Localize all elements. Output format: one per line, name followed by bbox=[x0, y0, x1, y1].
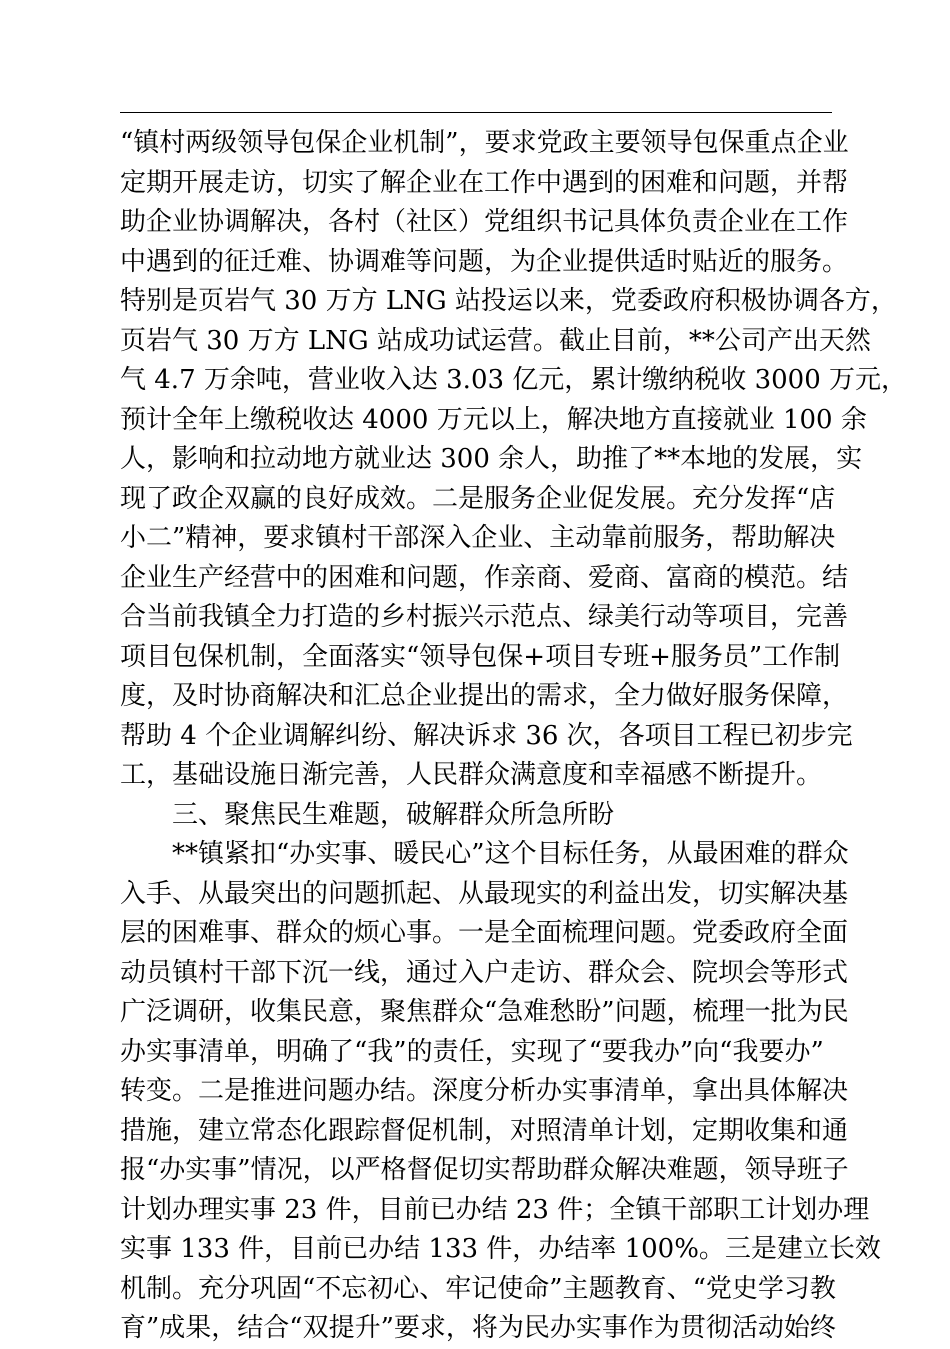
text-line: 计划办理实事 23 件，目前已办结 23 件；全镇干部职工计划办理 bbox=[120, 1194, 870, 1225]
text-line: 项目包保机制，全面落实“领导包保+项目专班+服务员”工作制 bbox=[120, 641, 841, 672]
text-line: 广泛调研，收集民意，聚焦群众“急难愁盼”问题，梳理一批为民 bbox=[120, 997, 849, 1027]
text-line: 育”成果，结合“双提升”要求，将为民办实事作为贯彻活动始终 bbox=[120, 1313, 836, 1343]
text-line: 小二”精神，要求镇村干部深入企业、主动靠前服务，帮助解决 bbox=[120, 523, 836, 553]
header-rule bbox=[120, 112, 832, 113]
text-line: 机制。充分巩固“不忘初心、牢记使命”主题教育、“党史学习教 bbox=[120, 1273, 836, 1304]
text-line: 帮助 4 个企业调解纠纷、解决诉求 36 次，各项目工程已初步完 bbox=[120, 720, 853, 751]
text-line: 报“办实事”情况，以严格督促切实帮助群众解决难题，领导班子 bbox=[120, 1155, 849, 1185]
text-line: 动员镇村干部下沉一线，通过入户走访、群众会、院坝会等形式 bbox=[120, 957, 849, 988]
section-heading: 三、聚焦民生难题，破解群众所急所盼 bbox=[172, 799, 615, 830]
text-line: 气 4.7 万余吨，营业收入达 3.03 亿元，累计缴纳税收 3000 万元， bbox=[120, 365, 907, 395]
text-line: 定期开展走访，切实了解企业在工作中遇到的困难和问题，并帮 bbox=[120, 167, 849, 198]
text-line: 度，及时协商解决和汇总企业提出的需求，全力做好服务保障， bbox=[120, 681, 849, 711]
text-line: 层的困难事、群众的烦心事。一是全面梳理问题。党委政府全面 bbox=[120, 918, 849, 948]
text-line: **镇紧扣“办实事、暖民心”这个目标任务，从最困难的群众 bbox=[172, 839, 849, 869]
text-line: 工，基础设施日渐完善，人民群众满意度和幸福感不断提升。 bbox=[120, 760, 823, 790]
text-line: 办实事清单，明确了“我”的责任，实现了“要我办”向“我要办” bbox=[120, 1036, 824, 1067]
text-line: 企业生产经营中的困难和问题，作亲商、爱商、富商的模范。结 bbox=[120, 562, 849, 593]
text-line: 入手、从最突出的问题抓起、从最现实的利益出发，切实解决基 bbox=[120, 878, 849, 909]
text-line: 助企业协调解决，各村（社区）党组织书记具体负责企业在工作 bbox=[120, 207, 849, 237]
text-line: 预计全年上缴税收达 4000 万元以上，解决地方直接就业 100 余 bbox=[120, 404, 867, 435]
text-line: 实事 133 件，目前已办结 133 件，办结率 100%。三是建立长效 bbox=[120, 1234, 881, 1264]
body-text bbox=[120, 124, 907, 1349]
text-line: 措施，建立常态化跟踪督促机制，对照清单计划，定期收集和通 bbox=[120, 1115, 849, 1146]
text-line: 特别是页岩气 30 万方 LNG 站投运以来，党委政府积极协调各方， bbox=[120, 286, 897, 316]
text-line: 合当前我镇全力打造的乡村振兴示范点、绿美行动等项目，完善 bbox=[120, 602, 849, 632]
text-line: “镇村两级领导包保企业机制”，要求党政主要领导包保重点企业 bbox=[120, 128, 849, 158]
text-line: 转变。二是推进问题办结。深度分析办实事清单，拿出具体解决 bbox=[120, 1076, 849, 1106]
text-line: 现了政企双赢的良好成效。二是服务企业促发展。充分发挥“店 bbox=[120, 483, 836, 514]
text-line: 人，影响和拉动地方就业达 300 余人，助推了**本地的发展，实 bbox=[120, 444, 863, 474]
text-line: 页岩气 30 万方 LNG 站成功试运营。截止目前，**公司产出天然 bbox=[120, 325, 871, 356]
text-line: 中遇到的征迁难、协调难等问题，为企业提供适时贴近的服务。 bbox=[120, 246, 849, 277]
